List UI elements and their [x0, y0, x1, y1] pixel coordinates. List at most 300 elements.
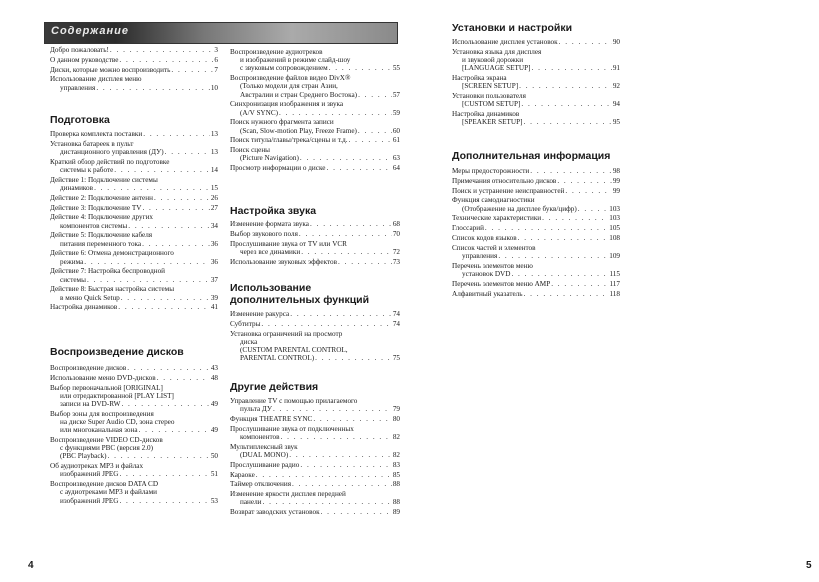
leader-dots — [511, 270, 608, 278]
leader-dots — [542, 214, 608, 222]
toc-entry-text: (Только модели для стран Азии, — [240, 82, 338, 91]
toc-entry[interactable] — [230, 146, 400, 162]
leader-dots — [326, 164, 391, 172]
toc-entry-text: и изображений в режиме слайд-шоу — [240, 56, 351, 65]
toc-entry-page: 57 — [392, 90, 400, 99]
toc-entry-page: 41 — [210, 303, 218, 312]
leader-dots — [315, 354, 392, 362]
leader-dots — [557, 177, 611, 185]
toc-entry-page: 85 — [392, 470, 400, 479]
toc-entry-text: [SCREEN SETUP] — [462, 82, 519, 91]
toc-entry-text: Выбор первоначальной [ORIGINAL] — [50, 383, 163, 392]
toc-entry-page: 6 — [214, 55, 218, 64]
toc-entry-text: Установка языка для дисплея — [452, 47, 542, 56]
toc-entry-text: Использование дисплея установок — [452, 38, 558, 46]
toc-entry[interactable] — [50, 75, 218, 91]
toc-entry-text: Настройка динамиков — [452, 110, 520, 118]
toc-entry-page: 68 — [392, 220, 400, 228]
toc-entry-page: 13 — [210, 130, 218, 138]
toc-entry-page: 99 — [612, 176, 620, 185]
section-heading-additional-info: Дополнительная информация — [452, 150, 611, 162]
toc-entry-page: 105 — [609, 224, 620, 233]
leader-dots — [559, 38, 612, 46]
toc-entry-page: 49 — [210, 400, 218, 408]
toc-entry-page: 49 — [210, 426, 218, 435]
toc-entry-text: Действие 7: Настройка беспроводной — [50, 267, 166, 276]
leader-dots — [519, 82, 612, 90]
leader-dots — [329, 64, 392, 72]
leader-dots — [84, 258, 210, 266]
toc-entry-text: О данном руководстве — [50, 55, 119, 64]
toc-entry[interactable] — [452, 196, 620, 212]
toc-entry-text: панели — [240, 498, 262, 507]
toc-entry-text: установок DVD — [462, 270, 511, 278]
toc-entry-page: 61 — [392, 136, 400, 145]
toc-entry-page: 117 — [609, 279, 620, 288]
toc-entry-page: 82 — [392, 451, 400, 459]
toc-entry-text: PARENTAL CONTROL) — [240, 354, 315, 363]
section-heading-disc-playback: Воспроизведение дисков — [50, 346, 184, 358]
toc-entry[interactable] — [50, 204, 218, 212]
toc-entry-page: 79 — [392, 405, 400, 414]
toc-entry-page: 39 — [210, 293, 218, 302]
toc-entry-text: Использование дисплея меню — [50, 75, 142, 84]
leader-dots — [313, 415, 391, 423]
toc-entry-text: с звуковым сопровождением — [240, 64, 328, 73]
toc-entry-page: 15 — [210, 184, 218, 192]
toc-entry[interactable] — [50, 66, 218, 74]
toc-entry[interactable] — [230, 164, 400, 172]
toc-entry-text: Примечания относительно дисков — [452, 176, 557, 185]
toc-entry-page: 10 — [210, 83, 218, 92]
toc-entry[interactable] — [230, 480, 400, 488]
toc-entry[interactable] — [50, 194, 218, 202]
toc-entry-text: питания переменного тока — [60, 239, 142, 248]
leader-dots — [139, 426, 210, 434]
toc-entry-text: Прослушивание радио — [230, 460, 300, 469]
toc-entry-text: (A/V SYNC) — [240, 108, 279, 117]
toc-entry-text: Действие 5: Подключение кабеля — [50, 231, 153, 240]
toc-entry-page: 103 — [609, 204, 620, 213]
toc-entry-page: 95 — [612, 118, 620, 127]
toc-entry-text: Настройка экрана — [452, 74, 507, 82]
section-heading-preparation: Подготовка — [50, 114, 110, 126]
toc-entry[interactable] — [230, 443, 400, 459]
toc-entry-text: Установка батареек в пульт — [50, 139, 134, 148]
leader-dots — [263, 498, 392, 506]
toc-entry-page: 74 — [392, 319, 400, 328]
toc-entry-page: 98 — [612, 167, 620, 175]
toc-entry-page: 13 — [210, 148, 218, 156]
toc-entry-text: Об аудиотреках MP3 и файлах — [50, 462, 144, 471]
toc-entry-text: записи на DVD-RW — [60, 400, 121, 408]
toc-entry-text: диска — [240, 337, 258, 346]
toc-entry-text: Выбор звукового поля — [230, 229, 298, 238]
leader-dots — [143, 130, 210, 138]
toc-entry-page: 36 — [210, 257, 218, 266]
toc-entry[interactable] — [452, 74, 620, 90]
toc-entry-text: Действие 8: Быстрая настройка системы — [50, 285, 175, 294]
leader-dots — [96, 84, 210, 92]
toc-entry[interactable] — [50, 140, 218, 156]
toc-entry-page: 34 — [210, 221, 218, 230]
toc-entry-page: 91 — [612, 64, 620, 73]
leader-dots — [358, 127, 392, 135]
toc-entry-page: 70 — [392, 229, 400, 238]
toc-entry[interactable] — [50, 176, 218, 192]
toc-entry-text: Воспроизведение аудиотреков — [230, 48, 323, 56]
toc-entry-page: 82 — [392, 433, 400, 441]
leader-dots — [321, 508, 392, 516]
toc-entry-text: Действие 4: Подключение других — [50, 213, 154, 222]
toc-entry-text: Меры предосторожности — [452, 167, 530, 175]
toc-entry-page: 51 — [210, 470, 218, 479]
toc-entry[interactable] — [452, 234, 620, 242]
toc-entry-text: Установка ограничений на просмотр — [230, 329, 343, 338]
toc-entry[interactable] — [230, 230, 400, 238]
toc-entry[interactable] — [50, 249, 218, 265]
toc-entry-text: системы к работе — [60, 166, 114, 174]
toc-entry[interactable] — [452, 244, 620, 260]
toc-entry-text: Действие 1: Подключение системы — [50, 175, 158, 184]
toc-entry[interactable] — [452, 48, 620, 73]
toc-entry-page: 14 — [210, 166, 218, 174]
leader-dots — [110, 46, 213, 54]
toc-entry-page: 55 — [392, 64, 400, 73]
toc-entry-text: Функция THEATRE SYNC — [230, 415, 313, 423]
toc-entry-page: 27 — [210, 203, 218, 212]
toc-entry-text: Использование меню DVD-дисков — [50, 373, 156, 382]
toc-entry-text: (DUAL MONO) — [240, 451, 289, 459]
toc-entry-text: режима — [60, 257, 84, 266]
leader-dots — [108, 452, 210, 460]
toc-entry[interactable] — [230, 240, 400, 256]
toc-entry[interactable] — [452, 38, 620, 46]
toc-entry[interactable] — [50, 303, 218, 311]
toc-entry-page: 37 — [210, 275, 218, 284]
toc-entry[interactable] — [230, 490, 400, 506]
toc-entry-text: Краткий обзор действий по подготовке — [50, 157, 170, 166]
leader-dots — [171, 66, 213, 74]
toc-entry[interactable] — [230, 397, 400, 413]
leader-dots — [118, 303, 210, 311]
toc-entry[interactable] — [452, 92, 620, 108]
toc-entry-page: 90 — [612, 38, 620, 46]
toc-entry[interactable] — [50, 267, 218, 283]
toc-entry-page: 50 — [210, 452, 218, 461]
leader-dots — [485, 224, 608, 232]
toc-entry-text: Диски, которые можно воспроизводить — [50, 65, 171, 74]
toc-entry-text: Изменение формата звука — [230, 220, 309, 228]
toc-entry[interactable] — [452, 167, 620, 175]
leader-dots — [256, 471, 392, 479]
toc-entry-page: 36 — [210, 239, 218, 248]
toc-entry-page: 75 — [392, 354, 400, 363]
toc-entry-text: [SPEAKER SETUP] — [462, 118, 523, 127]
leader-dots — [119, 470, 209, 478]
leader-dots — [154, 194, 210, 202]
toc-entry[interactable] — [50, 364, 218, 372]
toc-entry[interactable] — [452, 280, 620, 288]
toc-entry-page: 59 — [392, 108, 400, 117]
toc-entry[interactable] — [452, 177, 620, 185]
leader-dots — [349, 136, 392, 144]
leader-dots — [290, 310, 392, 318]
toc-entry-text: (PBC Playback) — [60, 452, 107, 461]
toc-entry[interactable] — [50, 213, 218, 229]
toc-entry[interactable] — [50, 374, 218, 382]
leader-dots — [119, 56, 213, 64]
toc-entry[interactable] — [50, 130, 218, 138]
toc-entry-page: 109 — [609, 252, 620, 260]
toc-entry[interactable] — [452, 214, 620, 222]
section-heading-other: Другие действия — [230, 381, 319, 393]
toc-entry-text: Синхронизация изображения и звука — [230, 100, 344, 109]
toc-entry-page: 63 — [392, 154, 400, 163]
toc-entry[interactable] — [452, 224, 620, 232]
leader-dots — [531, 64, 611, 72]
toc-entry-page: 94 — [612, 100, 620, 109]
toc-entry-text: с функциями PBC (версия 2.0) — [60, 444, 154, 453]
toc-entry[interactable] — [230, 136, 400, 144]
toc-entry[interactable] — [452, 187, 620, 195]
toc-entry-text: Список частей и элементов — [452, 243, 536, 252]
toc-entry-page: 64 — [392, 164, 400, 173]
toc-entry-page: 115 — [609, 270, 620, 278]
toc-entry-text: (Scan, Slow-motion Play, Freeze Frame) — [240, 126, 357, 135]
leader-dots — [119, 497, 209, 505]
leader-dots — [157, 374, 210, 382]
toc-entry-text: через все динамики — [240, 247, 301, 256]
toc-entry-text: Алфавитный указатель — [452, 289, 523, 298]
toc-entry-text: Глоссарий — [452, 224, 484, 233]
toc-entry-page: 72 — [392, 247, 400, 256]
toc-entry-text: компонентов системы — [60, 221, 128, 230]
leader-dots — [165, 148, 210, 156]
toc-entry[interactable] — [50, 410, 218, 435]
leader-dots — [127, 364, 210, 372]
toc-entry[interactable] — [50, 158, 218, 174]
toc-entry-text: Список кодов языков — [452, 234, 517, 242]
section-heading-settings: Установки и настройки — [452, 22, 573, 34]
toc-entry-text: Прослушивание звука от TV или VCR — [230, 239, 347, 248]
toc-entry[interactable] — [230, 48, 400, 73]
page-number-left: 4 — [28, 560, 34, 571]
toc-entry-text: Перечень элементов меню AMP — [452, 279, 551, 288]
toc-entry[interactable] — [230, 461, 400, 469]
leader-dots — [121, 294, 210, 302]
toc-entry[interactable] — [230, 320, 400, 328]
leader-dots — [521, 100, 611, 108]
toc-entry[interactable] — [230, 258, 400, 266]
leader-dots — [128, 222, 210, 230]
toc-entry-text: (Отображение на дисплее букв/цифр) — [462, 204, 577, 213]
toc-title: Содержание — [51, 25, 129, 37]
leader-dots — [551, 280, 608, 288]
leader-dots — [292, 480, 392, 488]
toc-entry[interactable] — [452, 290, 620, 298]
toc-entry-page: 83 — [392, 460, 400, 469]
toc-entry[interactable] — [230, 330, 400, 363]
toc-entry[interactable] — [230, 100, 400, 116]
toc-entry-text: изображений JPEG — [60, 496, 119, 505]
toc-entry-page: 60 — [392, 126, 400, 135]
toc-entry-text: компонентов — [240, 433, 280, 441]
toc-entry-text: (CUSTOM PARENTAL CONTROL, — [240, 346, 348, 354]
toc-entry-page: 80 — [392, 415, 400, 423]
toc-entry-page: 26 — [210, 193, 218, 202]
toc-entry-page: 108 — [609, 234, 620, 242]
leader-dots — [299, 230, 392, 238]
toc-entry-text: Действие 2: Подключение антенн — [50, 193, 153, 202]
leader-dots — [94, 184, 210, 192]
leader-dots — [358, 91, 392, 99]
toc-entry-page: 99 — [612, 186, 620, 195]
toc-entry-text: Воспроизведение дисков — [50, 364, 127, 372]
toc-entry-text: Воспроизведение VIDEO CD-дисков — [50, 436, 163, 444]
toc-entry-page: 89 — [392, 508, 400, 517]
toc-entry[interactable] — [50, 56, 218, 64]
toc-entry-text: Воспроизведение дисков DATA CD — [50, 480, 159, 489]
toc-entry-text: Просмотр информации о диске — [230, 164, 326, 173]
leader-dots — [578, 205, 608, 213]
toc-entry[interactable] — [50, 285, 218, 301]
toc-entry-text: Поиск и устранение неисправностей — [452, 186, 565, 195]
toc-entry[interactable] — [452, 262, 620, 278]
toc-entry-page: 53 — [210, 496, 218, 505]
toc-entry-text: Мультиплексный звук — [230, 442, 298, 451]
toc-entry-text: Поиск титула/главы/трека/сцены и т.д. — [230, 136, 348, 145]
toc-entry[interactable] — [230, 118, 400, 134]
toc-entry[interactable] — [230, 425, 400, 441]
toc-entry-page: 7 — [214, 65, 218, 74]
toc-entry-text: Субтитры — [230, 319, 261, 328]
leader-dots — [524, 290, 609, 298]
leader-dots — [518, 234, 609, 242]
leader-dots — [310, 220, 392, 228]
toc-entry-page: 74 — [392, 310, 400, 318]
section-heading-extra-functions: Использование дополнительных функций — [230, 282, 370, 306]
leader-dots — [121, 400, 209, 408]
toc-entry-text: (Picture Navigation) — [240, 154, 299, 163]
toc-entry-page: 3 — [214, 46, 218, 54]
toc-entry-text: [LANGUAGE SETUP] — [462, 64, 531, 73]
leader-dots — [261, 320, 391, 328]
leader-dots — [300, 461, 391, 469]
toc-entry[interactable] — [50, 46, 218, 54]
toc-entry-text: в меню Quick Setup — [60, 293, 120, 302]
toc-entry-text: Изменение яркости дисплея передней — [230, 490, 346, 499]
leader-dots — [524, 118, 612, 126]
toc-entry-text: Управление TV с помощью прилагаемого — [230, 397, 358, 405]
toc-entry-text: или отредактированной [PLAY LIST] — [60, 391, 174, 400]
toc-entry[interactable] — [452, 110, 620, 126]
toc-entry-text: изображений JPEG — [60, 470, 119, 479]
toc-entry-text: Настройка динамиков — [50, 303, 118, 312]
toc-entry-text: Использование звуковых эффектов — [230, 257, 337, 266]
leader-dots — [142, 240, 210, 248]
toc-entry-text: Добро пожаловать! — [50, 46, 109, 54]
toc-entry-page: 73 — [392, 257, 400, 266]
toc-entry-text: системы — [60, 275, 86, 284]
toc-entry-page: 88 — [392, 498, 400, 507]
toc-entry[interactable] — [50, 480, 218, 505]
toc-entry-page: 43 — [210, 364, 218, 372]
toc-entry-text: или многоканальная зона — [60, 426, 138, 435]
toc-entry-text: Действие 3: Подключение TV — [50, 203, 142, 212]
toc-entry-page: 48 — [210, 373, 218, 382]
toc-entry[interactable] — [230, 74, 400, 99]
leader-dots — [279, 109, 392, 117]
toc-entry-text: Установки пользователя — [452, 92, 526, 100]
toc-entry-page: 118 — [609, 289, 620, 298]
toc-entry[interactable] — [230, 220, 400, 228]
leader-dots — [289, 451, 392, 459]
toc-entry[interactable] — [230, 310, 400, 318]
toc-entry-text: дистанционного управления (ДУ) — [60, 148, 164, 156]
leader-dots — [273, 405, 392, 413]
toc-entry[interactable] — [230, 508, 400, 516]
toc-entry-page: 92 — [612, 82, 620, 91]
toc-entry-text: Воспроизведение файлов видео DivX® — [230, 74, 351, 83]
toc-entry-text: Поиск сцены — [230, 146, 271, 155]
leader-dots — [142, 204, 209, 212]
toc-entry[interactable] — [50, 384, 218, 409]
toc-entry-text: Функция самодиагностики — [452, 196, 535, 205]
toc-entry-page: 103 — [609, 214, 620, 223]
toc-banner — [44, 22, 398, 44]
toc-entry-text: Таймер отключения — [230, 480, 291, 489]
toc-entry-text: Технические характеристики — [452, 214, 542, 223]
toc-entry[interactable] — [50, 462, 218, 478]
toc-entry-text: динамиков — [60, 184, 94, 192]
toc-entry-text: на диске Super Audio CD, зона стерео — [60, 418, 175, 426]
toc-entry-text: пульта ДУ — [240, 405, 273, 414]
toc-entry-text: Возврат заводских установок — [230, 508, 320, 517]
leader-dots — [114, 166, 210, 174]
toc-entry-text: управления — [462, 252, 498, 260]
toc-entry-text: [CUSTOM SETUP] — [462, 100, 521, 109]
toc-entry-text: Прослушивание звука от подключенных — [230, 424, 354, 433]
toc-entry[interactable] — [230, 471, 400, 479]
toc-entry-text: Поиск нужного фрагмента записи — [230, 118, 334, 127]
toc-entry-text: Изменение ракурса — [230, 310, 290, 318]
leader-dots — [281, 433, 392, 441]
toc-entry-text: Действие 6: Отмена демонстрационного — [50, 249, 174, 258]
toc-entry-text: Австралии и стран Среднего Востока) — [240, 90, 358, 99]
toc-entry-text: управления — [60, 83, 96, 92]
leader-dots — [338, 258, 392, 266]
toc-entry-text: с аудиотреками MP3 и файлами — [60, 488, 158, 497]
toc-entry-text: Перечень элементов меню — [452, 261, 533, 270]
toc-entry[interactable] — [230, 415, 400, 423]
toc-entry-text: Караоке — [230, 470, 255, 479]
leader-dots — [301, 248, 392, 256]
toc-entry-page: 88 — [392, 480, 400, 489]
leader-dots — [530, 167, 612, 175]
leader-dots — [498, 252, 608, 260]
leader-dots — [300, 154, 392, 162]
section-heading-sound: Настройка звука — [230, 205, 317, 217]
page-number-right: 5 — [806, 560, 812, 571]
toc-entry-text: Проверка комплекта поставки — [50, 130, 143, 138]
toc-entry-text: Выбор зоны для воспроизведения — [50, 409, 154, 418]
leader-dots — [565, 187, 611, 195]
leader-dots — [87, 276, 210, 284]
toc-entry[interactable] — [50, 231, 218, 247]
toc-entry-text: и звуковой дорожки — [462, 56, 524, 64]
toc-entry[interactable] — [50, 436, 218, 461]
